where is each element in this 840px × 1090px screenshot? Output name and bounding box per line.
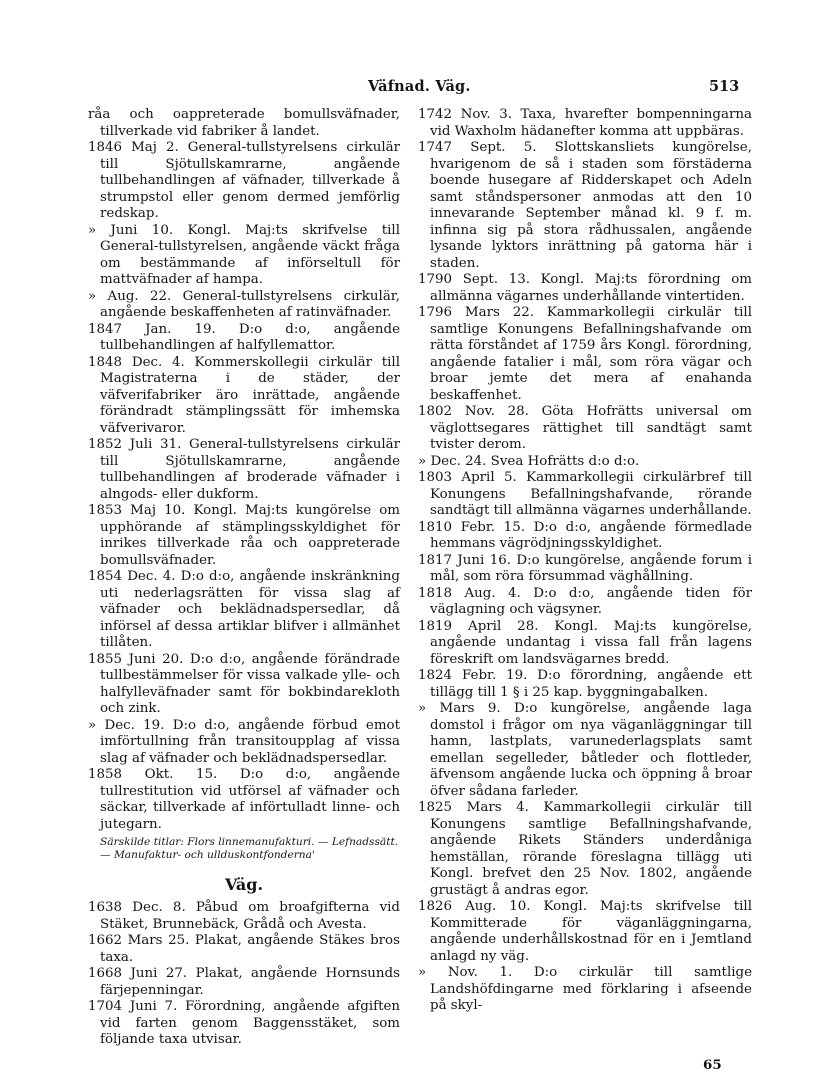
page-number: 513 (709, 78, 740, 95)
running-header (0, 74, 840, 98)
list-item: » Mars 9. D:o kungörelse, angående laga domstol i frågor om nya väganläggningar till hamn, lastplats, varunederlagsplats samt emellan segelleder, båtleder och flottleder, äfvensom angående lucka och öppning å broar öfver sådana farleder. (418, 701, 752, 799)
list-item: 1802 Nov. 28. Göta Hofrätts universal om väglottsegares rättighet till sandtägt samt tvister derom. (418, 404, 752, 452)
signature-mark: 65 (703, 1057, 722, 1073)
list-item: 1668 Juni 27. Plakat, angående Hornsunds färjepenningar. (88, 966, 400, 998)
list-item: 1847 Jan. 19. D:o d:o, angående tullbehandlingen af halfyllemattor. (88, 321, 400, 353)
special-titles-note: Särskilde titlar: Flors linnemanufakturi. — Lefnadssätt. — Manufaktur- och ullduskontfonderna' (100, 836, 399, 861)
left-column (88, 107, 400, 1049)
list-item: 1704 Juni 7. Förordning, angående afgiften vid farten genom Baggensstäket, som följande taxa utvisar. (88, 999, 400, 1047)
list-item: 1817 Juni 16. D:o kungörelse, angående forum i mål, som röra försummad väghållning. (418, 552, 752, 584)
list-item: 1846 Maj 2. General-tullstyrelsens cirkulär till Sjötullskamrarne, angående tullbehandlingen af väfnader, tillverkade å strumpstol eller genom dermed jemförlig redskap. (88, 140, 400, 221)
list-item: 1662 Mars 25. Plakat, angående Stäkes bros taxa. (88, 933, 400, 965)
list-item: » Nov. 1. D:o cirkulär till samtlige Landshöfdingarne med förklaring i afseende på skyl- (418, 965, 752, 1013)
list-item: 1796 Mars 22. Kammarkollegii cirkulär till samtlige Konungens Befallningshafvande om rätta förståndet af 1759 års Kongl. förordning, angående fatalier i mål, som röra vägar och broar jemte det mera af enahanda beskaffenhet. (418, 305, 752, 403)
list-item: 1855 Juni 20. D:o d:o, angående förändrade tullbestämmelser för vissa valkade ylle- och halfylleväfnader samt för bokbindarekloth och zink. (88, 651, 400, 716)
list-item: 1803 April 5. Kammarkollegii cirkulärbref till Konungens Befallningshafvande, rörande sandtägt till allmänna vägarnes underhållande. (418, 470, 752, 518)
list-item: 1819 April 28. Kongl. Maj:ts kungörelse, angående undantag i vissa fall från lagens föreskrift om landsvägarnes bredd. (418, 618, 752, 667)
list-item: 1852 Juli 31. General-tullstyrelsens cirkulär till Sjötullskamrarne, angående tullbehandlingen af broderade väfnader i alngods- eller dukform. (88, 437, 400, 502)
list-item: » Dec. 19. D:o d:o, angående förbud emot imförtullning från transitoupplag af vissa slag af väfnader och beklädnadspersedlar. (88, 717, 400, 766)
list-item: 1742 Nov. 3. Taxa, hvarefter bompenningarna vid Waxholm hädanefter komma att uppbäras. (418, 107, 752, 139)
list-item: 1854 Dec. 4. D:o d:o, angående inskränkning uti nederlagsrätten för vissa slag af väfnader och beklädnadspersedlar, då införsel af dessa artiklar blifver i allmänhet tillåten. (88, 569, 400, 650)
list-item: » Dec. 24. Svea Hofrätts d:o d:o. (418, 453, 640, 469)
list-item: 1747 Sept. 5. Slottskansliets kungörelse, hvarigenom de så i staden som förstäderna boende husegare af Ridderskapet och Adeln samt ståndspersoner anmodas att den 10 innevarande September månad kl. 9 f. m. infinna sig på stora rådhussalen, angående lysande lyktors inrättning på gatorna här i staden. (418, 140, 752, 271)
list-item: » Aug. 22. General-tullstyrelsens cirkulär, angående beskaffenheten af ratinväfnader. (88, 288, 400, 320)
right-column (418, 107, 752, 1015)
list-item: 1818 Aug. 4. D:o d:o, angående tiden för väglagning och vägsyner. (418, 585, 752, 617)
running-title: Väfnad. Väg. (368, 78, 471, 95)
list-item: 1826 Aug. 10. Kongl. Maj:ts skrifvelse till Kommitterade för väganläggningarna, angående underhållskostnad för en i Jemtland anlagd ny väg. (418, 899, 752, 964)
list-item: 1638 Dec. 8. Påbud om broafgifterna vid Stäket, Brunnebäck, Grådå och Avesta. (88, 900, 400, 932)
list-item: 1825 Mars 4. Kammarkollegii cirkulär till Konungens samtlige Befallningshafvande, angående Rikets Ständers underdåniga hemställan, rörande föreslagna tillägg uti Kongl. brefvet den 25 Nov. 1802, angående grustägt å andras egor. (418, 800, 752, 898)
list-item: 1790 Sept. 13. Kongl. Maj:ts förordning om allmänna vägarnes underhållande vintertiden. (418, 272, 752, 304)
list-item: 1824 Febr. 19. D:o förordning, angående ett tillägg till 1 § i 25 kap. byggningabalken. (418, 668, 752, 700)
list-item: 1810 Febr. 15. D:o d:o, angående förmedlade hemmans vägrödjningsskyldighet. (418, 519, 752, 551)
list-item: 1853 Maj 10. Kongl. Maj:ts kungörelse om upphörande af stämplingsskyldighet för inrikes tillverkade råa och oappreterade bomullsväfnader. (88, 503, 400, 568)
list-item: 1858 Okt. 15. D:o d:o, angående tullrestitution vid utförsel af väfnader och säckar, tillverkade af införtulladt linne- och jutegarn. (88, 767, 400, 832)
list-item: » Juni 10. Kongl. Maj:ts skrifvelse till General-tullstyrelsen, angående väckt fråga om bestämmande af införseltull för mattväfnader af hampa. (88, 222, 400, 287)
section-heading: Väg. (224, 875, 264, 894)
list-item: råa och oappreterade bomullsväfnader, tillverkade vid fabriker å landet. (88, 107, 400, 139)
list-item: 1848 Dec. 4. Kommerskollegii cirkulär till Magistraterna i de städer, der väfverifabriker äro inrättade, angående förändradt stämplingssätt för imhemska väfverivaror. (88, 354, 400, 436)
